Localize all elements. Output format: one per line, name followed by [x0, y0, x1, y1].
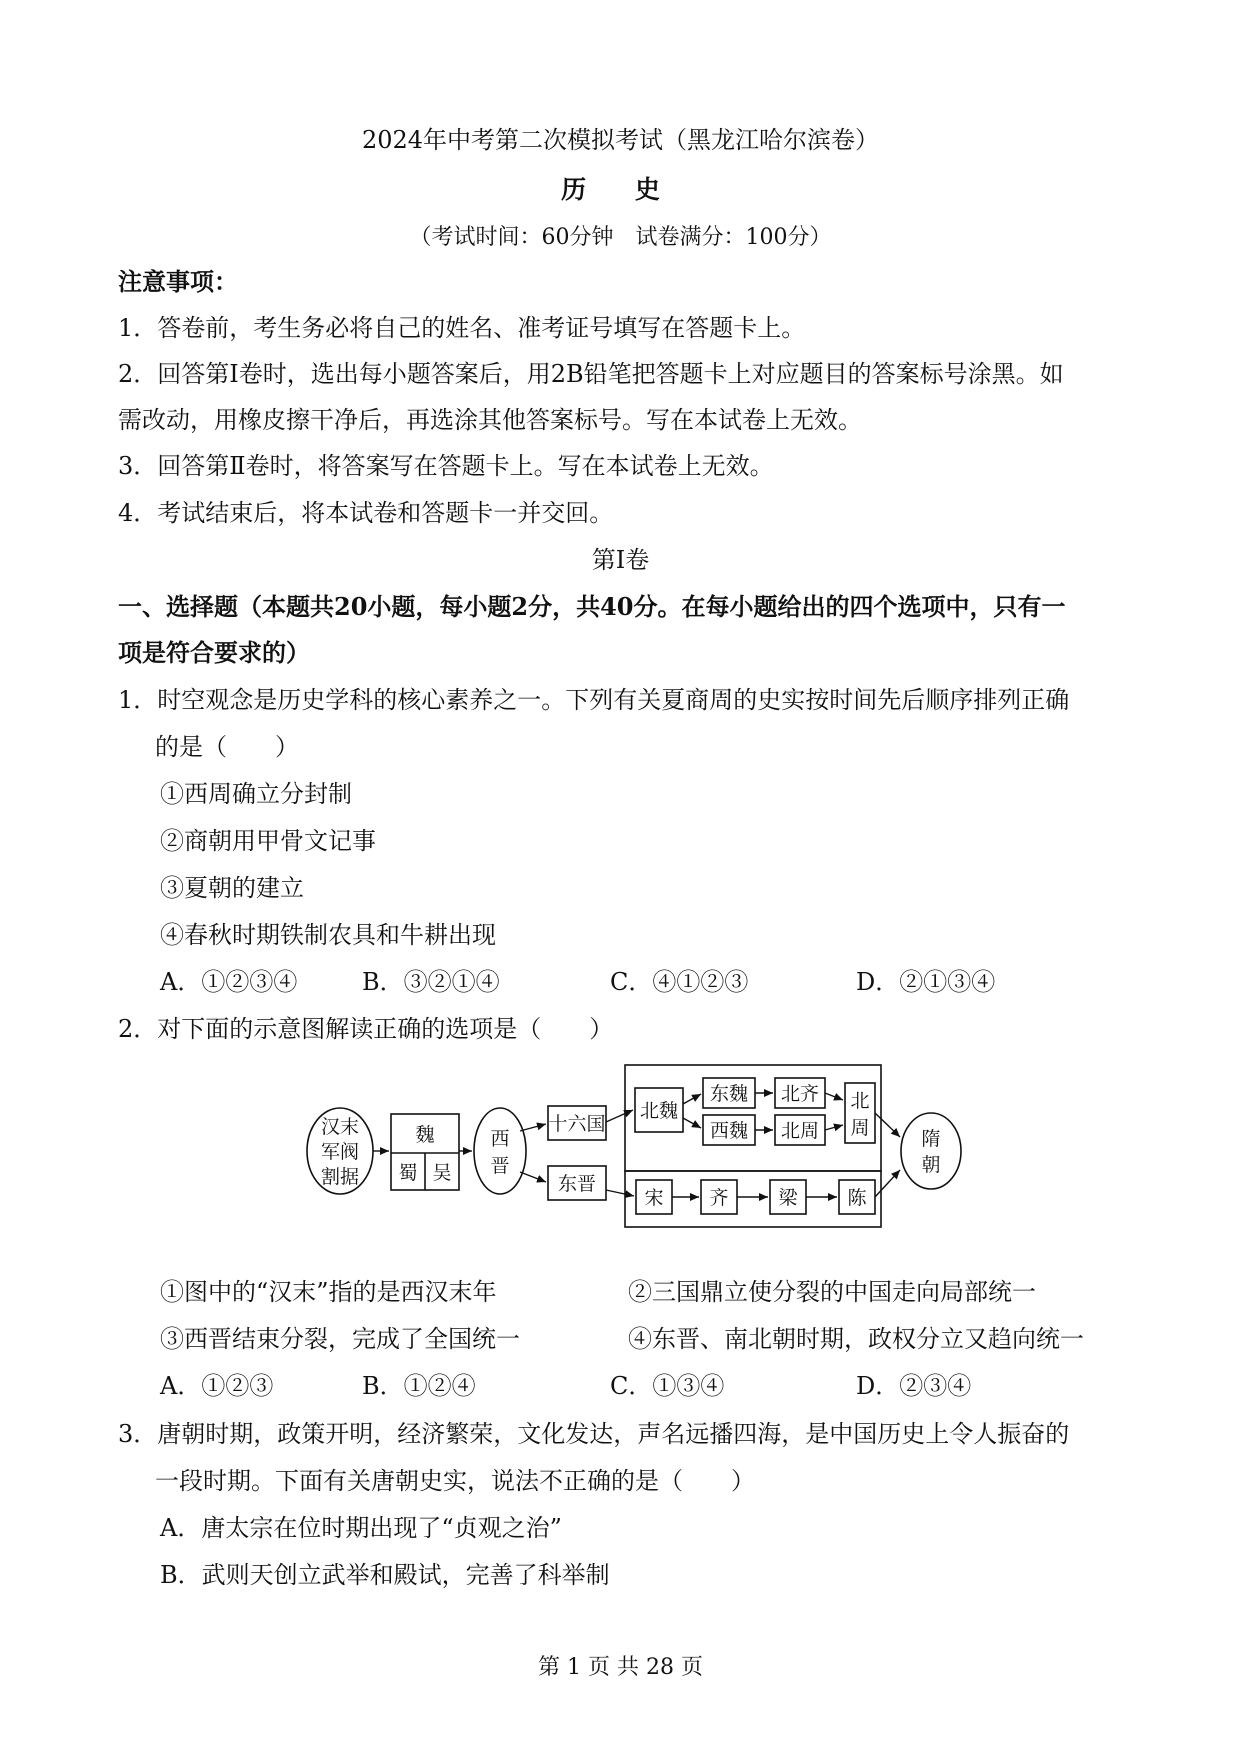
q3-option-b[interactable]: B．武则天创立武举和殿试，完善了科举制: [160, 1561, 610, 1589]
q2-item: ③西晋结束分裂，完成了全国统一: [160, 1325, 520, 1353]
q2-option-c[interactable]: C．①③④: [610, 1372, 725, 1400]
q1-option-c[interactable]: C．④①②③: [610, 968, 749, 996]
q2-item: ①图中的“汉末”指的是西汉末年: [160, 1278, 497, 1306]
qi-label: 齐: [709, 1187, 729, 1209]
xijin-label: 西: [490, 1128, 510, 1150]
notice-heading: 注意事项：: [118, 267, 238, 296]
sui-label: 隋: [921, 1128, 941, 1150]
q3-option-a[interactable]: A．唐太宗在位时期出现了“贞观之治”: [160, 1514, 562, 1542]
q1-item: ③夏朝的建立: [160, 874, 304, 902]
beiqi-label: 北齐: [780, 1083, 820, 1105]
notice-item: 3．回答第Ⅱ卷时，将答案写在答题卡上。写在本试卷上无效。: [118, 452, 774, 480]
q2-option-b[interactable]: B．①②④: [362, 1372, 476, 1400]
wu-label: 吴: [432, 1162, 452, 1184]
liang-label: 梁: [778, 1187, 798, 1209]
xijin-ellipse: [474, 1108, 526, 1194]
q1-option-a[interactable]: A．①②③④: [160, 968, 298, 996]
beizhou-big-label: 北: [850, 1090, 870, 1112]
q3-stem: 3．唐朝时期，政策开明，经济繁荣，文化发达，声名远播四海，是中国历史上令人振奋的: [118, 1420, 1070, 1448]
q1-option-d[interactable]: D．②①③④: [856, 968, 996, 996]
q2-option-a[interactable]: A．①②③: [160, 1372, 274, 1400]
q1-stem-cont: 的是（ ）: [155, 733, 299, 761]
wei-label: 魏: [415, 1124, 435, 1146]
start-label: 汉末: [320, 1116, 360, 1138]
start-label: 军阀: [320, 1141, 360, 1163]
q1-option-b[interactable]: B．③②①④: [362, 968, 500, 996]
start-label: 割据: [320, 1166, 360, 1188]
notice-item: 2．回答第Ⅰ卷时，选出每小题答案后，用2B铅笔把答题卡上对应题目的答案标号涂黑。如: [118, 360, 1064, 388]
q1-stem: 1．时空观念是历史学科的核心素养之一。下列有关夏商周的史实按时间先后顺序排列正确: [118, 686, 1070, 714]
q1-item: ②商朝用甲骨文记事: [160, 827, 376, 855]
sui-ellipse: [901, 1113, 961, 1189]
q3-stem-cont: 一段时期。下面有关唐朝史实，说法不正确的是（ ）: [155, 1467, 755, 1495]
notice-item-cont: 需改动，用橡皮擦干净后，再选涂其他答案标号。写在本试卷上无效。: [118, 406, 862, 434]
xijin-label: 晋: [490, 1155, 510, 1177]
q2-option-d[interactable]: D．②③④: [856, 1372, 972, 1400]
chen-label: 陈: [847, 1187, 867, 1209]
shiliuguo-label: 十六国: [548, 1113, 606, 1135]
song-label: 宋: [644, 1187, 664, 1209]
exam-info: （考试时间：60分钟 试卷满分：100分）: [409, 225, 832, 250]
q1-item: ④春秋时期铁制农具和牛耕出现: [160, 921, 496, 949]
exam-title: 2024年中考第二次模拟考试（黑龙江哈尔滨卷）: [361, 126, 880, 154]
beizhou-small-label: 北周: [780, 1120, 820, 1142]
section-heading: 一、选择题（本题共20小题，每小题2分，共40分。在每小题给出的四个选项中，只有一: [118, 592, 1066, 621]
q1-item: ①西周确立分封制: [160, 780, 352, 808]
beiwei-label: 北魏: [639, 1100, 679, 1122]
section-heading-cont: 项是符合要求的）: [118, 638, 310, 667]
q2-item: ②三国鼎立使分裂的中国走向局部统一: [628, 1278, 1036, 1306]
beizhou-big-label: 周: [850, 1117, 870, 1139]
xiwei-label: 西魏: [709, 1120, 749, 1142]
notice-item: 4．考试结束后，将本试卷和答题卡一并交回。: [118, 499, 614, 527]
dongjin-label: 东晋: [557, 1173, 597, 1195]
q2-item: ④东晋、南北朝时期，政权分立又趋向统一: [628, 1325, 1084, 1353]
notice-item: 1．答卷前，考生务必将自己的姓名、准考证号填写在答题卡上。: [118, 314, 806, 342]
dongwei-label: 东魏: [709, 1083, 749, 1105]
subject-title: 历 史: [561, 175, 680, 204]
volume-label: 第Ⅰ卷: [591, 546, 650, 574]
q2-stem: 2．对下面的示意图解读正确的选项是（ ）: [118, 1015, 614, 1043]
page-footer: 第 1 页 共 28 页: [538, 1655, 703, 1680]
sui-label: 朝: [921, 1154, 941, 1176]
shu-label: 蜀: [398, 1162, 418, 1184]
